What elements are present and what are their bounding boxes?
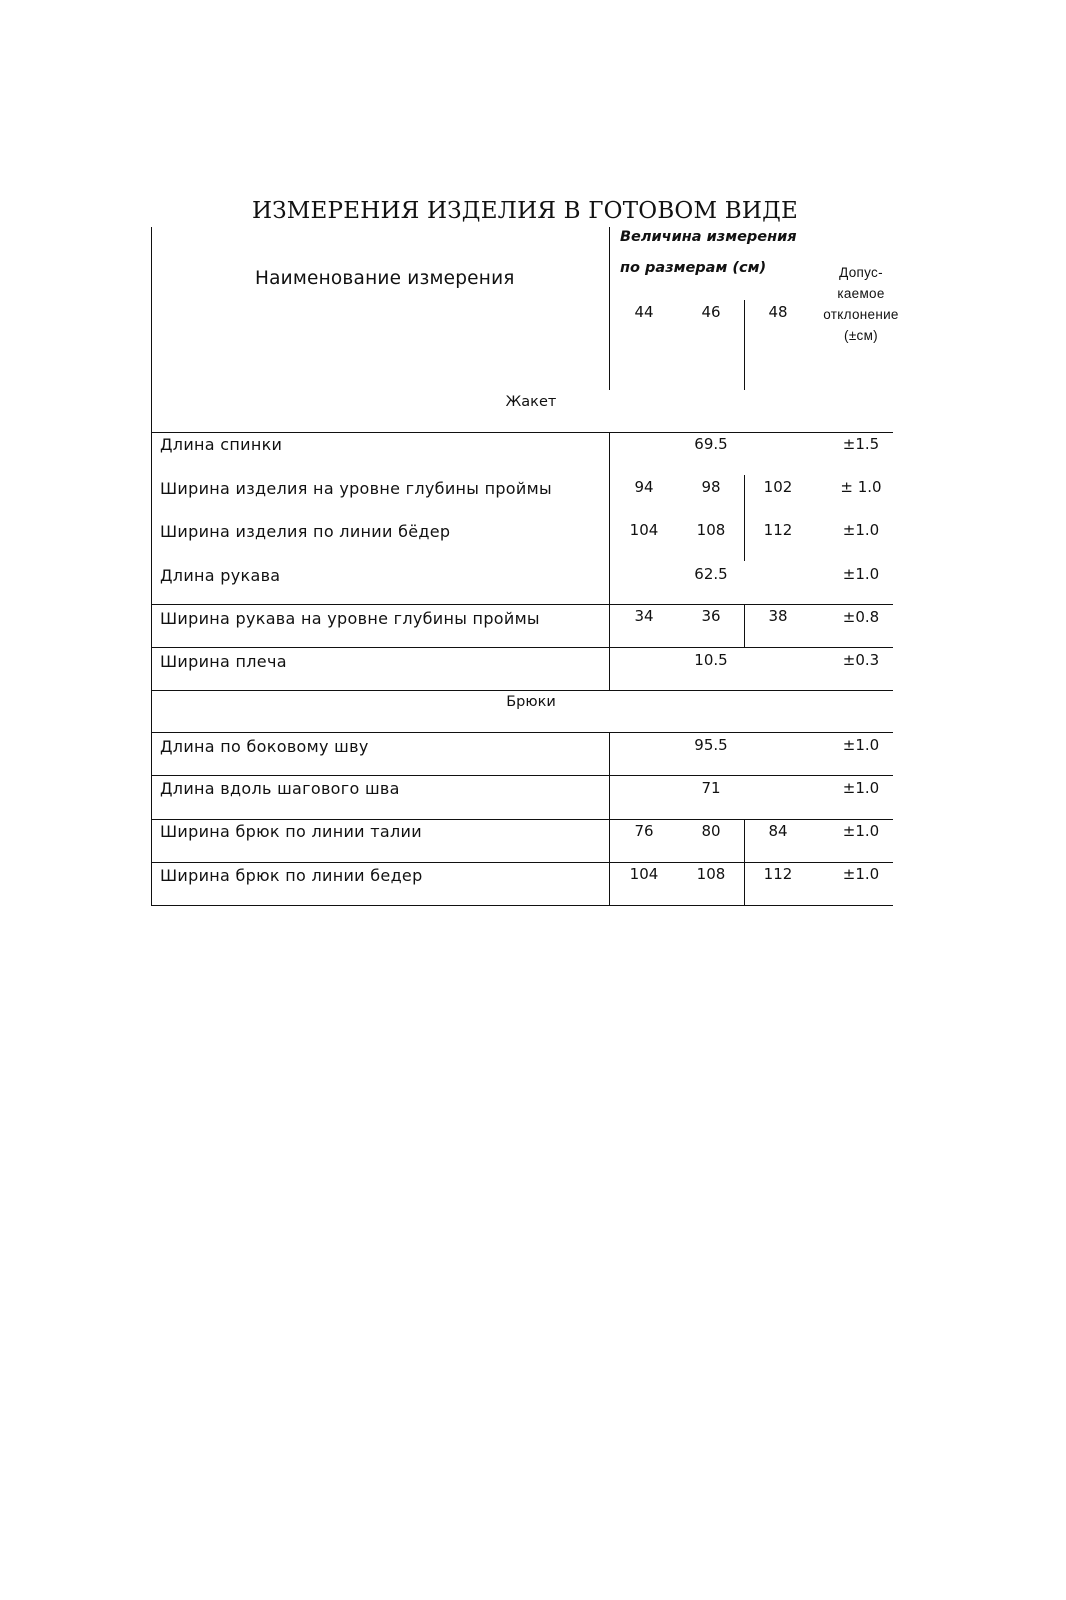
- measurement-value: 108: [696, 865, 726, 883]
- measurement-tolerance: ±0.3: [842, 651, 880, 669]
- measurement-tolerance: ±1.0: [842, 521, 880, 539]
- measurement-value: 80: [701, 822, 721, 840]
- measurement-value: 112: [763, 865, 793, 883]
- measurement-name: Ширина брюк по линии бедер: [160, 866, 423, 885]
- measurement-value: 76: [634, 822, 654, 840]
- measurement-name: Длина по боковому шву: [160, 737, 369, 756]
- measurement-tolerance: ± 1.0: [840, 478, 882, 496]
- measurement-value: 98: [701, 478, 721, 496]
- measurement-value: 108: [696, 521, 726, 539]
- table-border: [151, 690, 893, 691]
- measurement-value: 112: [763, 521, 793, 539]
- table-border: [609, 227, 610, 390]
- table-border: [151, 862, 893, 863]
- measurement-value: 69.5: [694, 435, 728, 453]
- table-border: [744, 475, 745, 561]
- measurement-value: 71: [701, 779, 721, 797]
- table-border: [151, 732, 893, 733]
- header-size: 44: [634, 303, 654, 321]
- measurement-value: 104: [629, 521, 659, 539]
- measurement-value: 102: [763, 478, 793, 496]
- measurement-name: Ширина брюк по линии талии: [160, 822, 422, 841]
- table-border: [744, 300, 745, 390]
- measurement-tolerance: ±1.0: [842, 822, 880, 840]
- table-border: [151, 227, 152, 906]
- table-border: [151, 819, 893, 820]
- header-size-group: Величина измерения по размерам (см): [620, 229, 797, 276]
- measurement-value: 34: [634, 607, 654, 625]
- measurement-value: 104: [629, 865, 659, 883]
- measurement-tolerance: ±1.0: [842, 779, 880, 797]
- measurement-name: Ширина изделия на уровне глубины проймы: [160, 479, 552, 498]
- measurement-value: 36: [701, 607, 721, 625]
- measurement-name: Ширина рукава на уровне глубины проймы: [160, 609, 540, 628]
- measurement-name: Ширина изделия по линии бёдер: [160, 522, 451, 541]
- document-title: ИЗМЕРЕНИЯ ИЗДЕЛИЯ В ГОТОВОМ ВИДЕ: [252, 198, 798, 224]
- measurement-name: Ширина плеча: [160, 652, 287, 671]
- measurement-name: Длина вдоль шагового шва: [160, 779, 400, 798]
- measurement-tolerance: ±1.5: [842, 435, 880, 453]
- header-size: 46: [701, 303, 721, 321]
- section-title: Брюки: [506, 694, 556, 710]
- measurement-tolerance: ±0.8: [842, 608, 880, 626]
- header-size: 48: [768, 303, 788, 321]
- table-border: [609, 432, 610, 691]
- measurement-tolerance: ±1.0: [842, 736, 880, 754]
- header-tolerance: Допус- каемое отклонение (±см): [823, 265, 899, 343]
- table-border: [151, 775, 893, 776]
- measurement-value: 10.5: [694, 651, 728, 669]
- measurement-value: 84: [768, 822, 788, 840]
- section-title: Жакет: [505, 394, 557, 410]
- measurement-name: Длина рукава: [160, 566, 281, 585]
- measurement-value: 95.5: [694, 736, 728, 754]
- measurement-value: 94: [634, 478, 654, 496]
- measurement-tolerance: ±1.0: [842, 565, 880, 583]
- table-border: [151, 432, 893, 433]
- measurement-name: Длина спинки: [160, 435, 283, 454]
- measurement-tolerance: ±1.0: [842, 865, 880, 883]
- measurement-value: 38: [768, 607, 788, 625]
- table-border: [151, 604, 893, 605]
- measurement-value: 62.5: [694, 565, 728, 583]
- table-border: [151, 905, 893, 906]
- header-name: Наименование измерения: [255, 268, 515, 289]
- table-border: [744, 604, 745, 647]
- table-border: [151, 647, 893, 648]
